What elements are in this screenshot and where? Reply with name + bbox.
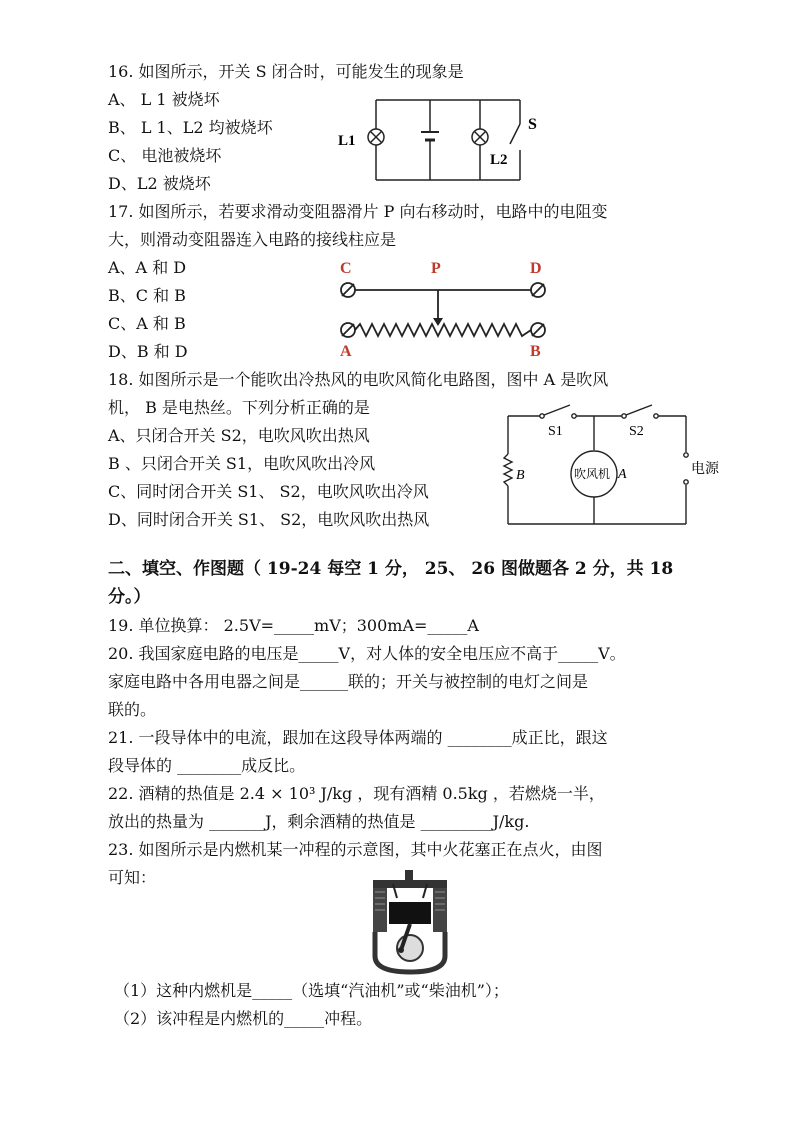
q20-line1: 20. 我国家庭电路的电压是_____V，对人体的安全电压应不高于_____V。 [108, 644, 626, 663]
q17-label-c: C [340, 260, 352, 277]
q18-label-s1: S1 [548, 424, 563, 439]
q16-option-b: B、 L 1、L2 均被烧坏 [108, 118, 273, 137]
q18-option-c: C、同时闭合开关 S1、 S2，电吹风吹出冷风 [108, 482, 429, 501]
q21-line1: 21. 一段导体中的电流，跟加在这段导体两端的 ________成正比，跟这 [108, 728, 608, 747]
q17-option-c: C、A 和 B [108, 314, 186, 333]
q18-label-a: A [618, 467, 627, 482]
q18-label-power: 电源 [691, 462, 719, 477]
q18-hairdryer-circuit-figure [496, 402, 736, 530]
q17-option-d: D、B 和 D [108, 342, 188, 361]
q17-option-a: A、A 和 D [108, 258, 187, 277]
q21-line2: 段导体的 ________成反比。 [108, 756, 306, 775]
q23-line2: 可知： [108, 868, 157, 887]
q16-label-l2: L2 [490, 152, 508, 168]
section2-title-line1: 二、填空、作图题（ 19-24 每空 1 分， 25、 26 图做题各 2 分，共 18 [108, 559, 674, 579]
q18-stem-line2: 机， B 是电热丝。下列分析正确的是 [108, 398, 370, 417]
q18-option-a: A、只闭合开关 S2，电吹风吹出热风 [108, 426, 370, 445]
q19-text: 19. 单位换算： 2.5V=_____mV；300mA=_____A [108, 616, 479, 635]
q16-circuit-figure [330, 92, 550, 184]
q20-line2: 家庭电路中各用电器之间是______联的；开关与被控制的电灯之间是 [108, 672, 589, 691]
q18-label-blower: 吹风机 [574, 467, 611, 481]
q23-sub1: （1）这种内燃机是_____（选填“汽油机”或“柴油机”）； [114, 981, 509, 1000]
q17-stem-line1: 17. 如图所示，若要求滑动变阻器滑片 P 向右移动时，电路中的电阻变 [108, 202, 608, 221]
q18-stem-line1: 18. 如图所示是一个能吹出冷热风的电吹风简化电路图，图中 A 是吹风 [108, 370, 609, 389]
q22-line1: 22. 酒精的热值是 2.4 × 10³ J/kg ，现有酒精 0.5kg ，若燃烧一半， [108, 784, 605, 803]
section2-title-line2: 分。） [108, 587, 151, 607]
q18-option-b: B 、只闭合开关 S1，电吹风吹出冷风 [108, 454, 376, 473]
q17-label-p: P [431, 260, 441, 277]
q23-line1: 23. 如图所示是内燃机某一冲程的示意图，其中火花塞正在点火，由图 [108, 840, 603, 859]
q18-label-b: B [516, 468, 525, 483]
q17-label-a: A [340, 343, 352, 360]
q20-line3: 联的。 [108, 700, 157, 719]
q17-option-b: B、C 和 B [108, 286, 186, 305]
q23-sub2: （2）该冲程是内燃机的_____冲程。 [114, 1009, 373, 1028]
q18-option-d: D、同时闭合开关 S1、 S2，电吹风吹出热风 [108, 510, 430, 529]
q17-stem-line2: 大，则滑动变阻器连入电路的接线柱应是 [108, 230, 397, 249]
q22-line2: 放出的热量为 _______J，剩余酒精的热值是 _________J/kg. [108, 812, 530, 831]
q17-label-d: D [530, 260, 542, 277]
q16-option-c: C、 电池被烧坏 [108, 146, 222, 165]
q16-option-d: D、L2 被烧坏 [108, 174, 211, 193]
q17-label-b: B [530, 343, 541, 360]
q16-stem: 16. 如图所示，开关 S 闭合时，可能发生的现象是 [108, 62, 464, 81]
q18-label-s2: S2 [629, 424, 644, 439]
q23-engine-figure [367, 868, 453, 976]
q16-label-s: S [528, 116, 537, 133]
q16-label-l1: L1 [338, 133, 356, 149]
q16-option-a: A、 L 1 被烧坏 [108, 90, 220, 109]
q17-rheostat-figure [330, 256, 560, 362]
